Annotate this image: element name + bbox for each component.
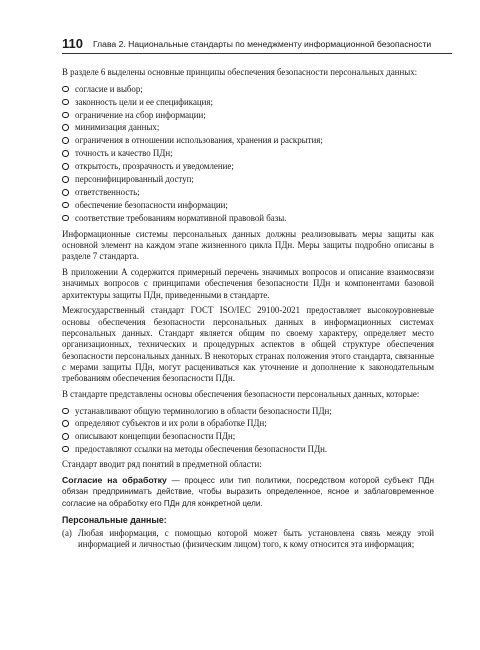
list-item: устанавливают общую терминологию в области безопасности ПДн; <box>62 405 434 418</box>
list-item: согласие и выбор; <box>62 83 434 96</box>
item-label: (а) <box>62 528 72 539</box>
header-rule <box>62 53 452 54</box>
list-item: минимизация данных; <box>62 121 434 134</box>
list-item: соответствие требованиям нормативной правовой базы. <box>62 212 434 225</box>
bullet-ring-icon <box>62 124 69 131</box>
bullet-ring-icon <box>62 163 69 170</box>
page-number: 110 <box>62 36 83 51</box>
consent-definition <box>62 475 434 509</box>
chapter-title: Глава 2. Национальные стандарты по менеджменту информационной безопасности <box>92 39 432 49</box>
concepts-paragraph: Стандарт вводит ряд понятий в предметной области: <box>62 459 262 470</box>
bullet-ring-icon <box>62 137 69 144</box>
list-item: законность цели и ее спецификация; <box>62 96 434 109</box>
bullet-ring-icon <box>62 86 69 93</box>
list-item: ответственность; <box>62 186 434 199</box>
systems-paragraph: Информационные системы персональных данных должны реализовывать меры защиты как основной элемент на каждом этапе жизненного цикла ПДн. Меры защиты подробно описаны в разделе 7 стандарта. <box>62 228 434 262</box>
list-item: описывают концепции безопасности ПДн; <box>62 430 434 443</box>
list-item: обеспечение безопасности информации; <box>62 199 434 212</box>
list-item: определяют субъектов и их роли в обработке ПДн; <box>62 417 434 430</box>
definition-item-a <box>62 528 434 551</box>
appendix-paragraph: В приложении А содержится примерный перечень значимых вопросов и описание взаимосвязи значимых вопросов с принципами обеспечения безопасности ПДн и компонентами базовой архитектуры защиты ПДн, приведенными в стандарте. <box>62 266 434 300</box>
item-text: Любая информация, с помощью которой может быть установлена связь между этой информацией и личностью (физическим лицом) того, к кому относится эта информация; <box>78 528 434 550</box>
bullet-ring-icon <box>62 420 69 427</box>
personal-data-heading: Персональные данные: <box>62 514 167 525</box>
bullet-ring-icon <box>62 99 69 106</box>
list-item: персонифицированный доступ; <box>62 173 434 186</box>
list-item: открытость, прозрачность и уведомление; <box>62 160 434 173</box>
list-item: точность и качество ПДн; <box>62 147 434 160</box>
bullet-ring-icon <box>62 112 69 119</box>
bullet-ring-icon <box>62 215 69 222</box>
page-body <box>62 67 434 551</box>
bullet-ring-icon <box>62 202 69 209</box>
running-header <box>62 36 452 50</box>
bullet-ring-icon <box>62 150 69 157</box>
list-item: ограничение на сбор информации; <box>62 109 434 122</box>
bullet-ring-icon <box>62 189 69 196</box>
basics-paragraph: В стандарте представлены основы обеспечения безопасности персональных данных, которые: <box>62 388 420 399</box>
bullet-ring-icon <box>62 446 69 453</box>
intro-paragraph: В разделе 6 выделены основные принципы обеспечения безопасности персональных данных: <box>62 67 418 77</box>
bullet-ring-icon <box>62 176 69 183</box>
bullet-ring-icon <box>62 408 69 415</box>
basics-list <box>62 405 434 455</box>
bullet-ring-icon <box>62 433 69 440</box>
list-item: ограничения в отношении использования, хранения и раскрытия; <box>62 134 434 147</box>
principles-list <box>62 83 434 225</box>
interstate-standard-paragraph: Межгосударственный стандарт ГОСТ ISO/IEC 29100-2021 предоставляет высокоуровневые основы обеспечения безопасности персональных данных в информационных системах персональных данных. Стандарт является общим по своему характеру, определяет место организационных, технических и процедурных аспектов в общей структуре обеспечения безопасности персональных данных. В некоторых странах положения этого стандарта, связанные с мерами защиты ПДн, могут расцениваться как уточнение и дополнение к законодательным требованиям обеспечения безопасности ПДн. <box>62 305 434 384</box>
term-consent: Согласие на обработку <box>62 474 167 485</box>
list-item: предоставляют ссылки на методы обеспечения безопасности ПДн. <box>62 443 434 456</box>
consent-definition-text: — процесс или тип политики, посредством которой субъект ПДн обязан предприниматъ действие, чтобы выразить определенное, ясное и заблаговременное согласие на обработку его ПДн для конкретной цели. <box>62 475 434 508</box>
